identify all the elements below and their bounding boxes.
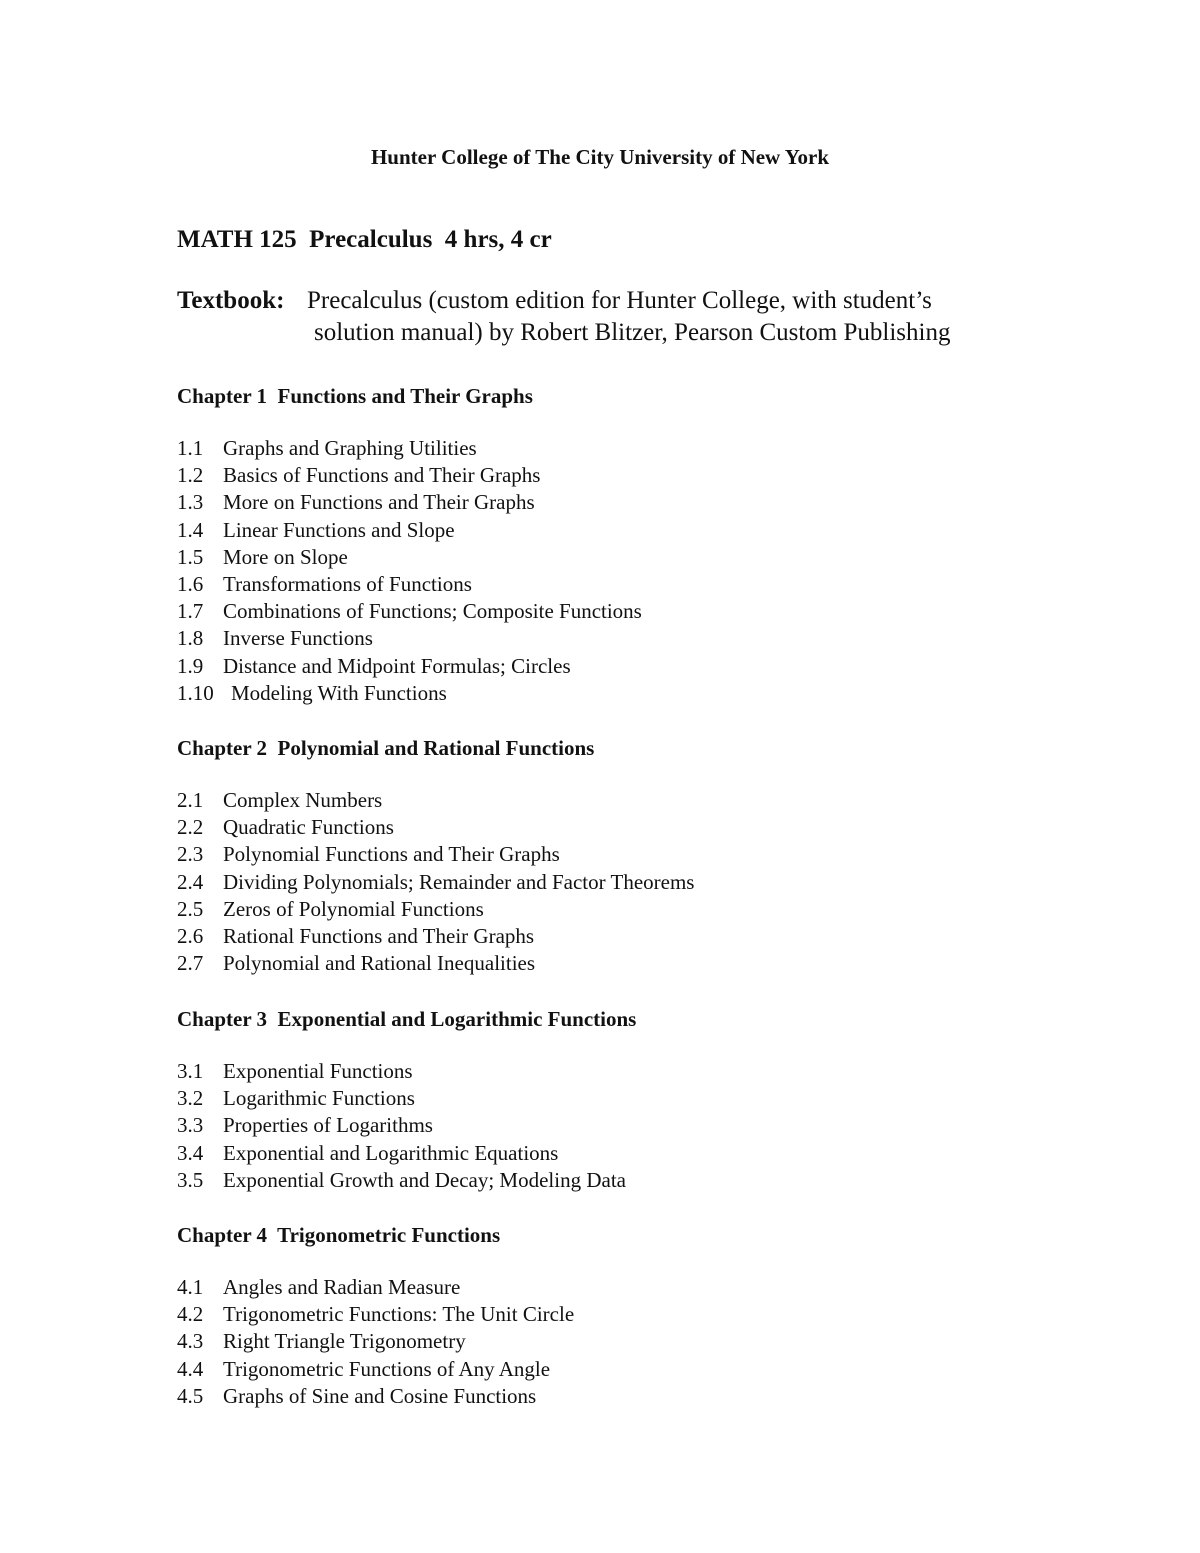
section-number: 2.5 [177,896,204,921]
list-item [177,787,1077,814]
section-number: 4.5 [177,1383,204,1408]
section-number: 1.2 [177,463,204,488]
list-item [177,625,1077,652]
section-number: 3.2 [177,1086,204,1111]
section-title: Inverse Functions [223,626,373,651]
section-number: 1.9 [177,653,204,678]
textbook-info [177,285,1097,349]
institution-heading: Hunter College of The City University of New York [370,145,830,169]
section-number: 2.3 [177,842,204,867]
section-number: 4.2 [177,1302,204,1327]
list-item [177,1058,1077,1085]
section-title: Properties of Logarithms [223,1113,433,1138]
chapter-heading: Chapter 2 Polynomial and Rational Functions [177,736,595,760]
list-item [177,1167,1077,1194]
list-item [177,1328,1077,1355]
section-number: 1.5 [177,544,204,569]
chapter-heading: Chapter 3 Exponential and Logarithmic Functions [177,1007,637,1031]
section-title: Exponential Functions [223,1059,413,1083]
section-title: Complex Numbers [223,788,383,812]
section-number: 2.6 [177,923,204,948]
section-number: 1.6 [177,571,204,596]
section-title: Logarithmic Functions [223,1086,415,1111]
section-number: 2.4 [177,869,204,894]
list-item [177,544,1077,571]
section-title: Dividing Polynomials; Remainder and Factor Theorems [223,869,695,894]
section-number: 1.7 [177,599,204,624]
section-title: Right Triangle Trigonometry [223,1329,466,1354]
section-number: 2.7 [177,951,204,976]
section-title: Polynomial Functions and Their Graphs [223,842,560,867]
section-number: 1.1 [177,436,204,460]
section-title: Trigonometric Functions: The Unit Circle [223,1302,575,1327]
section-list [177,1058,1077,1194]
section-number: 3.5 [177,1167,204,1192]
section-number: 4.1 [177,1275,204,1299]
list-item [177,1274,1077,1301]
section-number: 4.4 [177,1356,204,1381]
section-title: Modeling With Functions [231,680,447,705]
section-title: Zeros of Polynomial Functions [223,896,484,921]
chapter-1 [177,382,1077,707]
section-title: Polynomial and Rational Inequalities [223,951,536,976]
section-number: 1.10 [177,680,214,705]
section-title: Graphs of Sine and Cosine Functions [223,1383,537,1408]
list-item [177,489,1077,516]
chapter-4 [177,1221,1077,1410]
section-title: Exponential and Logarithmic Equations [223,1140,559,1165]
list-item [177,1140,1077,1167]
list-item [177,1112,1077,1139]
list-item [177,680,1077,707]
section-title: Graphs and Graphing Utilities [223,436,477,460]
section-number: 4.3 [177,1329,204,1354]
list-item [177,841,1077,868]
section-list [177,435,1077,707]
chapter-2 [177,734,1077,977]
list-item [177,517,1077,544]
section-title: Transformations of Functions [223,571,472,596]
section-title: Combinations of Functions; Composite Functions [223,599,642,624]
section-title: More on Slope [223,544,348,569]
list-item [177,598,1077,625]
section-number: 1.8 [177,626,204,651]
chapter-3 [177,1005,1077,1194]
section-title: Angles and Radian Measure [223,1275,461,1299]
section-title: Rational Functions and Their Graphs [223,923,535,948]
list-item [177,571,1077,598]
list-item [177,814,1077,841]
textbook-line-1: Precalculus (custom edition for Hunter College, with student’s [307,287,932,314]
section-number: 1.3 [177,490,204,515]
section-title: Trigonometric Functions of Any Angle [223,1356,551,1381]
section-number: 2.2 [177,815,204,840]
textbook-label: Textbook: [177,287,285,314]
list-item [177,950,1077,977]
section-title: Quadratic Functions [223,815,394,840]
section-title: Exponential Growth and Decay; Modeling Data [223,1167,626,1192]
section-title: Linear Functions and Slope [223,517,455,542]
section-title: More on Functions and Their Graphs [223,490,535,515]
list-item [177,653,1077,680]
section-number: 3.3 [177,1113,204,1138]
section-number: 2.1 [177,788,204,812]
section-title: Distance and Midpoint Formulas; Circles [223,653,571,678]
textbook-line-2: solution manual) by Robert Blitzer, Pearson Custom Publishing [314,319,951,346]
list-item [177,869,1077,896]
list-item [177,1085,1077,1112]
chapter-heading: Chapter 4 Trigonometric Functions [177,1223,501,1247]
list-item [177,896,1077,923]
section-list [177,787,1077,977]
list-item [177,462,1077,489]
chapter-heading: Chapter 1 Functions and Their Graphs [177,384,533,408]
list-item [177,923,1077,950]
list-item [177,1383,1077,1410]
course-title: MATH 125 Precalculus 4 hrs, 4 cr [177,226,552,253]
section-number: 1.4 [177,517,204,542]
section-list [177,1274,1077,1410]
section-title: Basics of Functions and Their Graphs [223,463,541,488]
section-number: 3.1 [177,1059,204,1083]
list-item [177,1301,1077,1328]
list-item [177,435,1077,462]
list-item [177,1356,1077,1383]
section-number: 3.4 [177,1140,204,1165]
